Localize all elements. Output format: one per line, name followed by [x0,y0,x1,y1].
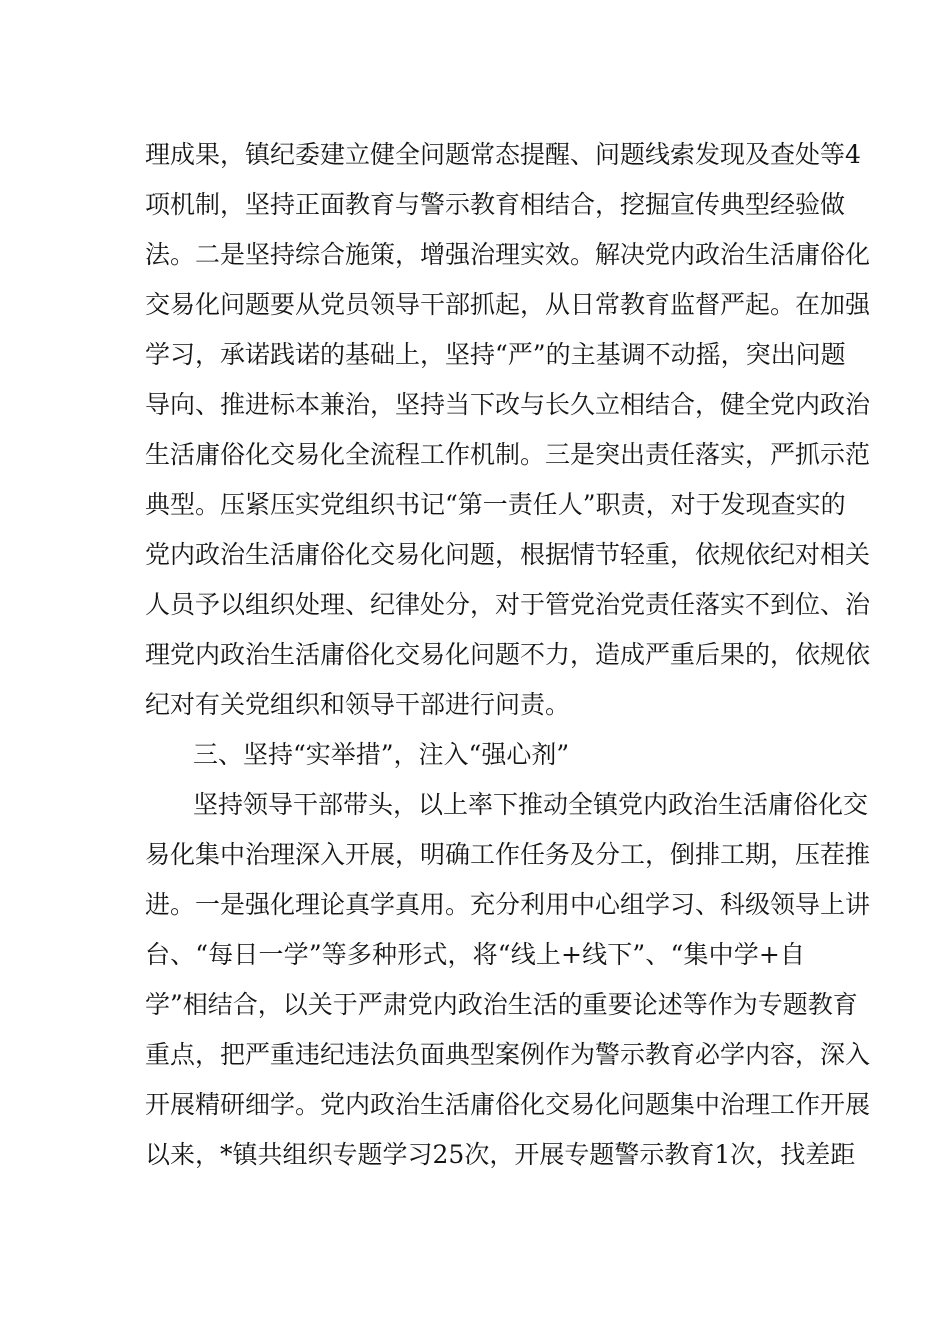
paragraph-first-line: 坚持领导干部带头，以上率下推动全镇党内政治生活庸俗化交 [193,790,869,819]
body-text-line: 台、“每日一学”等多种形式，将“线上+线下”、“集中学+自 [145,940,805,969]
section-heading: 三、坚持“实举措”，注入“强心剂” [193,740,570,769]
body-text-line: 党内政治生活庸俗化交易化问题，根据情节轻重，依规依纪对相关 [145,540,871,569]
body-text-line: 人员予以组织处理、纪律处分，对于管党治党责任落实不到位、治 [145,590,871,619]
body-text-line: 学”相结合，以关于严肃党内政治生活的重要论述等作为专题教育 [145,990,858,1019]
body-text-line: 理党内政治生活庸俗化交易化问题不力，造成严重后果的，依规依 [145,640,871,669]
body-text-line: 开展精研细学。党内政治生活庸俗化交易化问题集中治理工作开展 [145,1090,871,1119]
body-text-line: 以来，*镇共组织专题学习25次，开展专题警示教育1次，找差距 [145,1140,856,1169]
body-text-line: 易化集中治理深入开展，明确工作任务及分工，倒排工期，压茬推 [145,840,871,869]
body-text-line: 导向、推进标本兼治，坚持当下改与长久立相结合，健全党内政治 [145,390,871,419]
body-text-line: 法。二是坚持综合施策，增强治理实效。解决党内政治生活庸俗化 [145,240,871,269]
body-text-line: 生活庸俗化交易化全流程工作机制。三是突出责任落实，严抓示范 [145,440,871,469]
body-text-line: 项机制，坚持正面教育与警示教育相结合，挖掘宣传典型经验做 [145,190,846,219]
body-text-line: 交易化问题要从党员领导干部抓起，从日常教育监督严起。在加强 [145,290,871,319]
body-text-line: 进。一是强化理论真学真用。充分利用中心组学习、科级领导上讲 [145,890,871,919]
body-text-line: 典型。压紧压实党组织书记“第一责任人”职责，对于发现查实的 [145,490,846,519]
body-text-line: 学习，承诺践诺的基础上，坚持“严”的主基调不动摇，突出问题 [145,340,846,369]
body-text-line: 重点，把严重违纪违法负面典型案例作为警示教育必学内容，深入 [145,1040,871,1069]
body-text-line: 纪对有关党组织和领导干部进行问责。 [145,690,571,719]
body-text-line: 理成果，镇纪委建立健全问题常态提醒、问题线索发现及查处等4 [145,140,861,169]
